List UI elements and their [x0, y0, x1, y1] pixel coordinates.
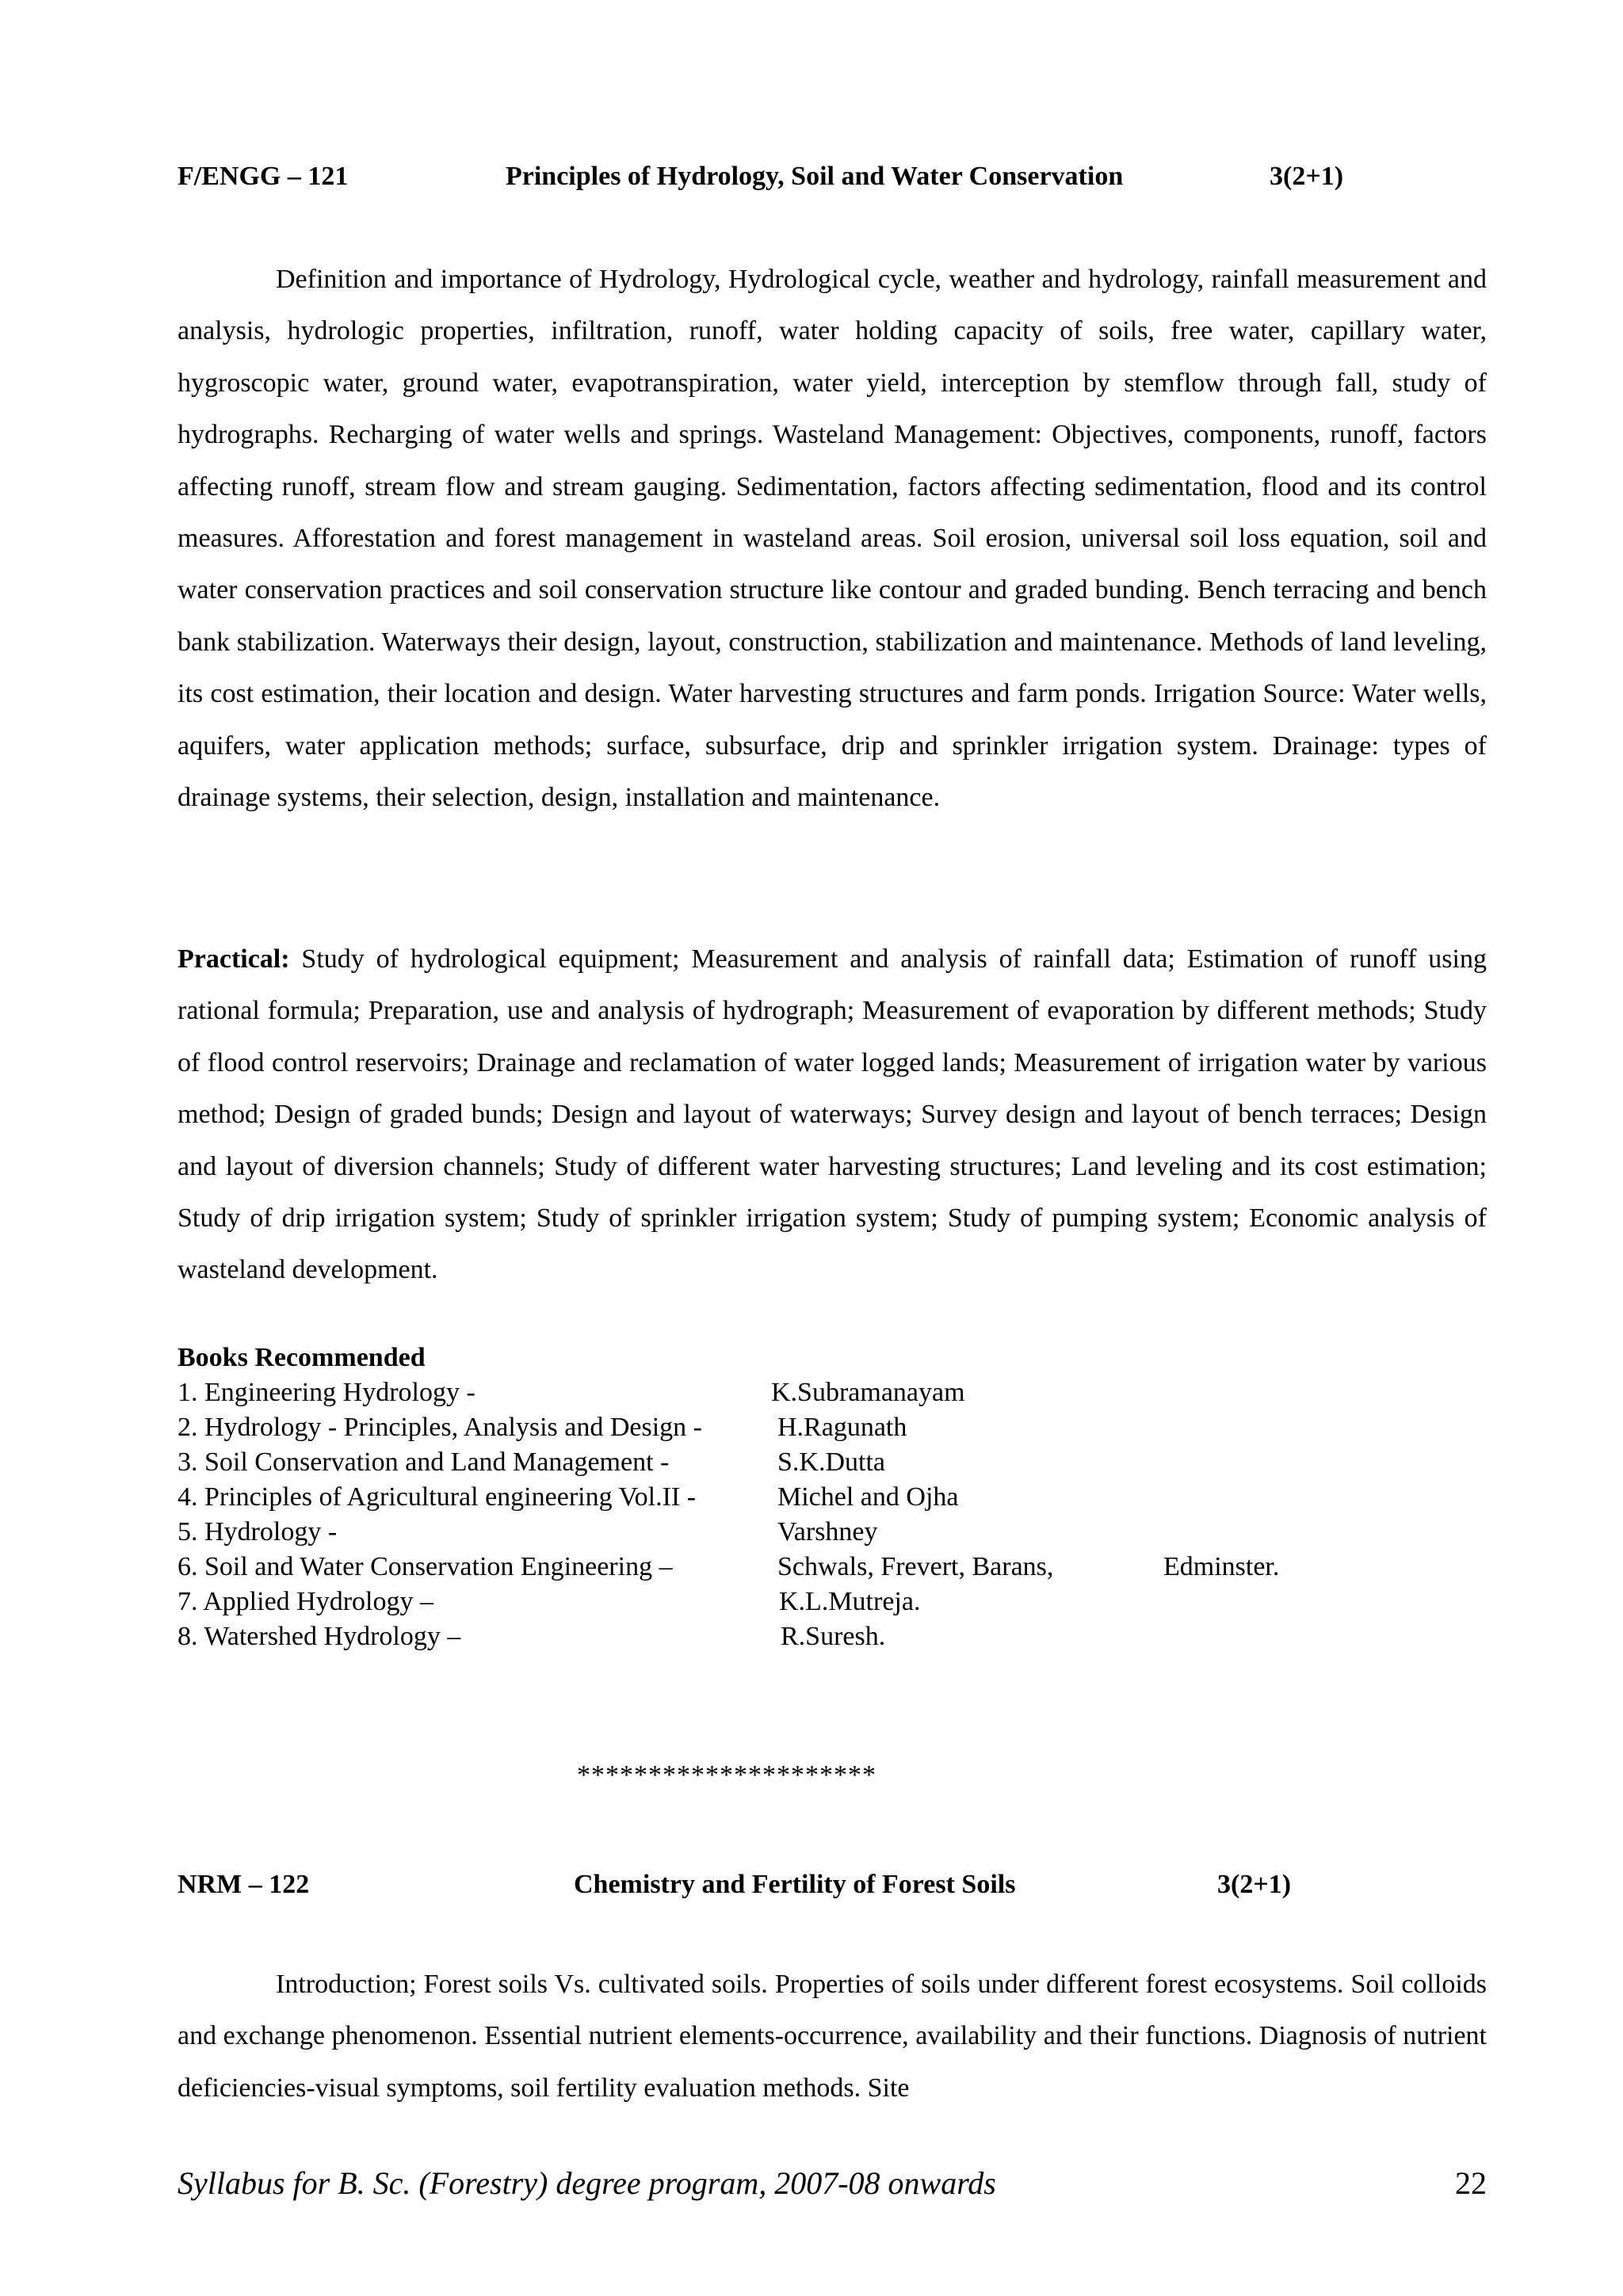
- course-code: NRM – 122: [178, 1870, 310, 1899]
- book-title: 3. Soil Conservation and Land Management -: [178, 1447, 670, 1477]
- book-title: 2. Hydrology - Principles, Analysis and Design -: [178, 1413, 702, 1442]
- page-number: 22: [1455, 2165, 1487, 2201]
- book-author: H.Ragunath: [777, 1413, 907, 1442]
- book-title: 1. Engineering Hydrology -: [178, 1378, 475, 1407]
- course-title: Principles of Hydrology, Soil and Water Conservation: [506, 162, 1124, 191]
- book-author: Varshney: [777, 1517, 878, 1547]
- course-header-fengg-121: [178, 157, 1445, 196]
- book-item: [178, 1445, 1445, 1480]
- practical-paragraph: [178, 933, 1487, 1296]
- course-credits: 3(2+1): [1270, 162, 1344, 191]
- book-title: 6. Soil and Water Conservation Engineering –: [178, 1552, 673, 1581]
- book-item: [178, 1375, 1445, 1410]
- book-author-extra: Edminster.: [1163, 1552, 1280, 1581]
- book-author: K.Subramanayam: [771, 1378, 965, 1407]
- course-description: Definition and importance of Hydrology, Hydrological cycle, weather and hydrology, rainfall measurement and analysis, hydrologic properties, infiltration, runoff, water holding capacity of soils, free water, capillary water, hygroscopic water, ground water, evapotranspiration, water yield, interception by stemflow through fall, study of hydrographs. Recharging of water wells and springs. Wasteland Management: Objectives, components, runoff, factors affecting runoff, stream flow and stream gauging. Sedimentation, factors affecting sedimentation, flood and its control measures. Afforestation and forest management in wasteland areas. Soil erosion, universal soil loss equation, soil and water conservation practices and soil conservation structure like contour and graded bunding. Bench terracing and bench bank stabilization. Waterways their design, layout, construction, stabilization and maintenance. Methods of land leveling, its cost estimation, their location and design. Water harvesting structures and farm ponds. Irrigation Source: Water wells, aquifers, water application methods; surface, subsurface, drip and sprinkler irrigation system. Drainage: types of drainage systems, their selection, design, installation and maintenance.: [178, 265, 1487, 813]
- books-recommended-heading: Books Recommended: [178, 1343, 426, 1372]
- book-item: [178, 1515, 1445, 1550]
- book-title: 7. Applied Hydrology –: [178, 1587, 433, 1616]
- practical-text: Study of hydrological equipment; Measurement and analysis of rainfall data; Estimation of runoff using rational formula; Preparation, use and analysis of hydrograph; Measurement of evaporation by different methods; Study of flood control reservoirs; Drainage and reclamation of water logged lands; Measurement of irrigation water by various method; Design of graded bunds; Design and layout of waterways; Survey design and layout of bench terraces; Design and layout of diversion channels; Study of different water harvesting structures; Land leveling and its cost estimation; Study of drip irrigation system; Study of sprinkler irrigation system; Study of pumping system; Economic analysis of wasteland development.: [178, 944, 1487, 1285]
- course-title: Chemistry and Fertility of Forest Soils: [574, 1870, 1016, 1899]
- book-item: [178, 1480, 1445, 1515]
- practical-label: Practical:: [178, 944, 290, 974]
- book-item: [178, 1619, 1445, 1654]
- course-description: Introduction; Forest soils Vs. cultivated soils. Properties of soils under different forest ecosystems. Soil colloids and exchange phenomenon. Essential nutrient elements-occurrence, availability and their functions. Diagnosis of nutrient deficiencies-visual symptoms, soil fertility evaluation methods. Site: [178, 1970, 1487, 2103]
- section-separator: *********************: [577, 1760, 876, 1790]
- book-item: [178, 1410, 1445, 1445]
- book-author: K.L.Mutreja.: [779, 1587, 921, 1616]
- book-author: S.K.Dutta: [777, 1447, 885, 1477]
- book-item: [178, 1585, 1445, 1619]
- book-item: [178, 1550, 1445, 1585]
- course-code: F/ENGG – 121: [178, 162, 349, 191]
- book-title: 5. Hydrology -: [178, 1517, 338, 1547]
- book-title: 8. Watershed Hydrology –: [178, 1622, 461, 1651]
- course-credits: 3(2+1): [1217, 1870, 1292, 1899]
- book-author: R.Suresh.: [781, 1622, 886, 1651]
- book-title: 4. Principles of Agricultural engineering Vol.II -: [178, 1482, 697, 1512]
- book-author: Schwals, Frevert, Barans,: [777, 1552, 1054, 1581]
- footer-text: Syllabus for B. Sc. (Forestry) degree program, 2007-08 onwards: [178, 2165, 996, 2201]
- book-author: Michel and Ojha: [777, 1482, 959, 1512]
- course-header-nrm-122: [178, 1865, 1445, 1905]
